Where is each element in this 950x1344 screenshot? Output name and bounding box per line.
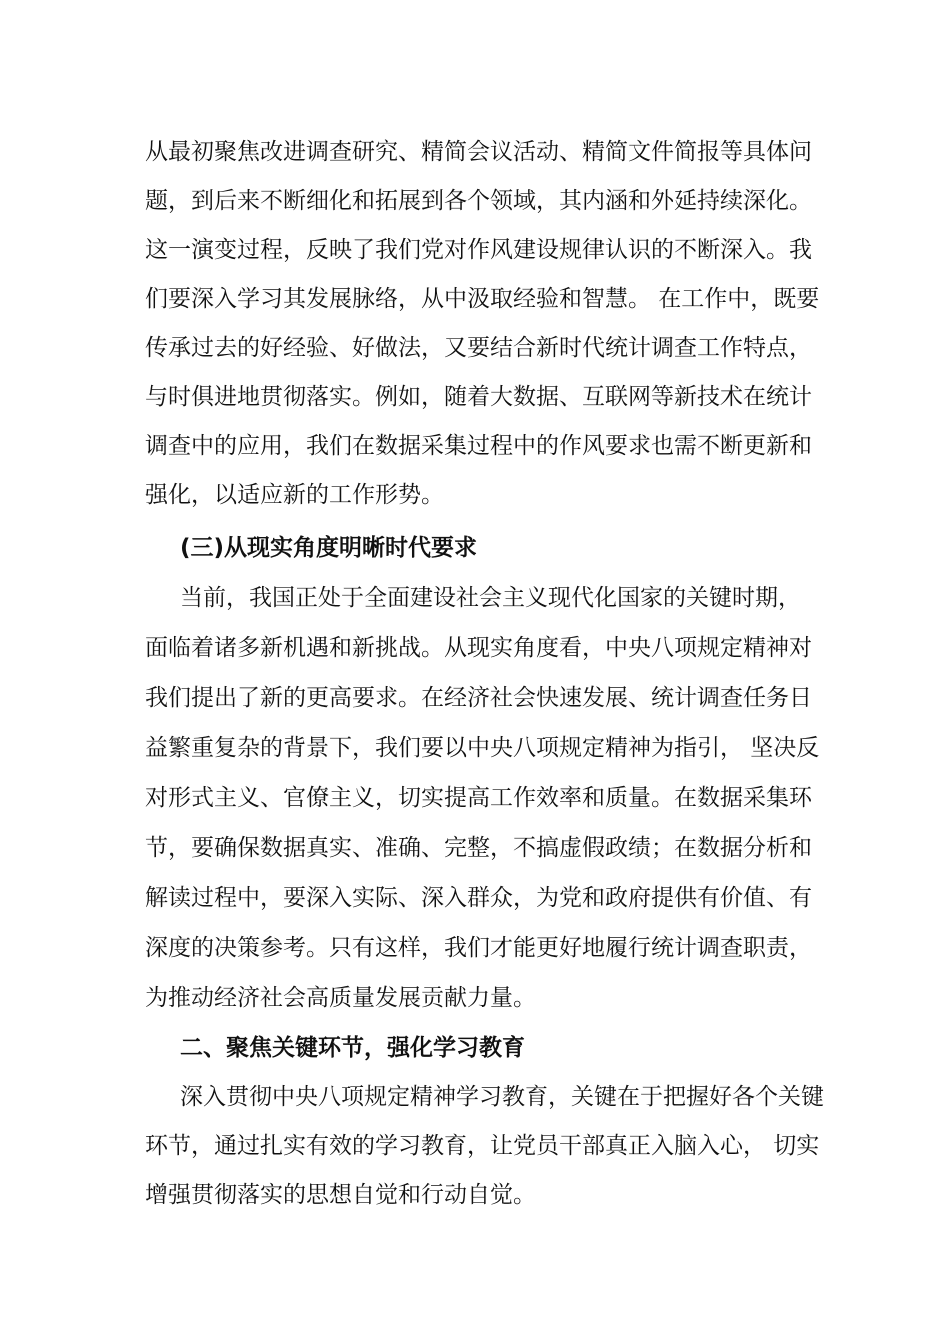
- text-line: 这一演变过程，反映了我们党对作风建设规律认识的不断深入。我: [145, 237, 812, 263]
- text-line: 与时俱进地贯彻落实。例如，随着大数据、互联网等新技术在统计: [145, 384, 812, 410]
- text-line: 为推动经济社会高质量发展贡献力量。: [145, 985, 536, 1011]
- text-line: 我们提出了新的更高要求。在经济社会快速发展、统计调查任务日: [145, 685, 812, 711]
- text-line: 深度的决策参考。只有这样，我们才能更好地履行统计调查职责，: [145, 935, 812, 961]
- text-line: 深入贯彻中央八项规定精神学习教育，关键在于把握好各个关键: [180, 1084, 824, 1110]
- text-line: 环节，通过扎实有效的学习教育，让党员干部真正入脑入心， 切实: [145, 1133, 820, 1159]
- text-line: 题，到后来不断细化和拓展到各个领域，其内涵和外延持续深化。: [145, 188, 812, 214]
- text-line: 当前，我国正处于全面建设社会主义现代化国家的关键时期，: [180, 585, 801, 611]
- text-line: 从最初聚焦改进调查研究、精简会议活动、精简文件简报等具体问: [145, 139, 812, 165]
- text-line: 调查中的应用，我们在数据采集过程中的作风要求也需不断更新和: [145, 433, 812, 459]
- text-line: 传承过去的好经验、好做法，又要结合新时代统计调查工作特点，: [145, 335, 812, 361]
- section-heading: 二、聚焦关键环节，强化学习教育: [180, 1035, 525, 1061]
- text-line: 节，要确保数据真实、准确、完整，不搞虚假政绩；在数据分析和: [145, 835, 812, 861]
- text-line: 益繁重复杂的背景下，我们要以中央八项规定精神为指引， 坚决反: [145, 735, 820, 761]
- text-line: 解读过程中，要深入实际、深入群众，为党和政府提供有价值、有: [145, 885, 812, 911]
- text-line: 对形式主义、官僚主义，切实提高工作效率和质量。在数据采集环: [145, 785, 812, 811]
- section-heading: (三)从现实角度明晰时代要求: [180, 535, 478, 561]
- text-line: 们要深入学习其发展脉络，从中汲取经验和智慧。 在工作中，既要: [145, 286, 820, 312]
- text-line: 增强贯彻落实的思想自觉和行动自觉。: [145, 1182, 536, 1208]
- text-line: 面临着诸多新机遇和新挑战。从现实角度看，中央八项规定精神对: [145, 635, 812, 661]
- text-line: 强化，以适应新的工作形势。: [145, 482, 444, 508]
